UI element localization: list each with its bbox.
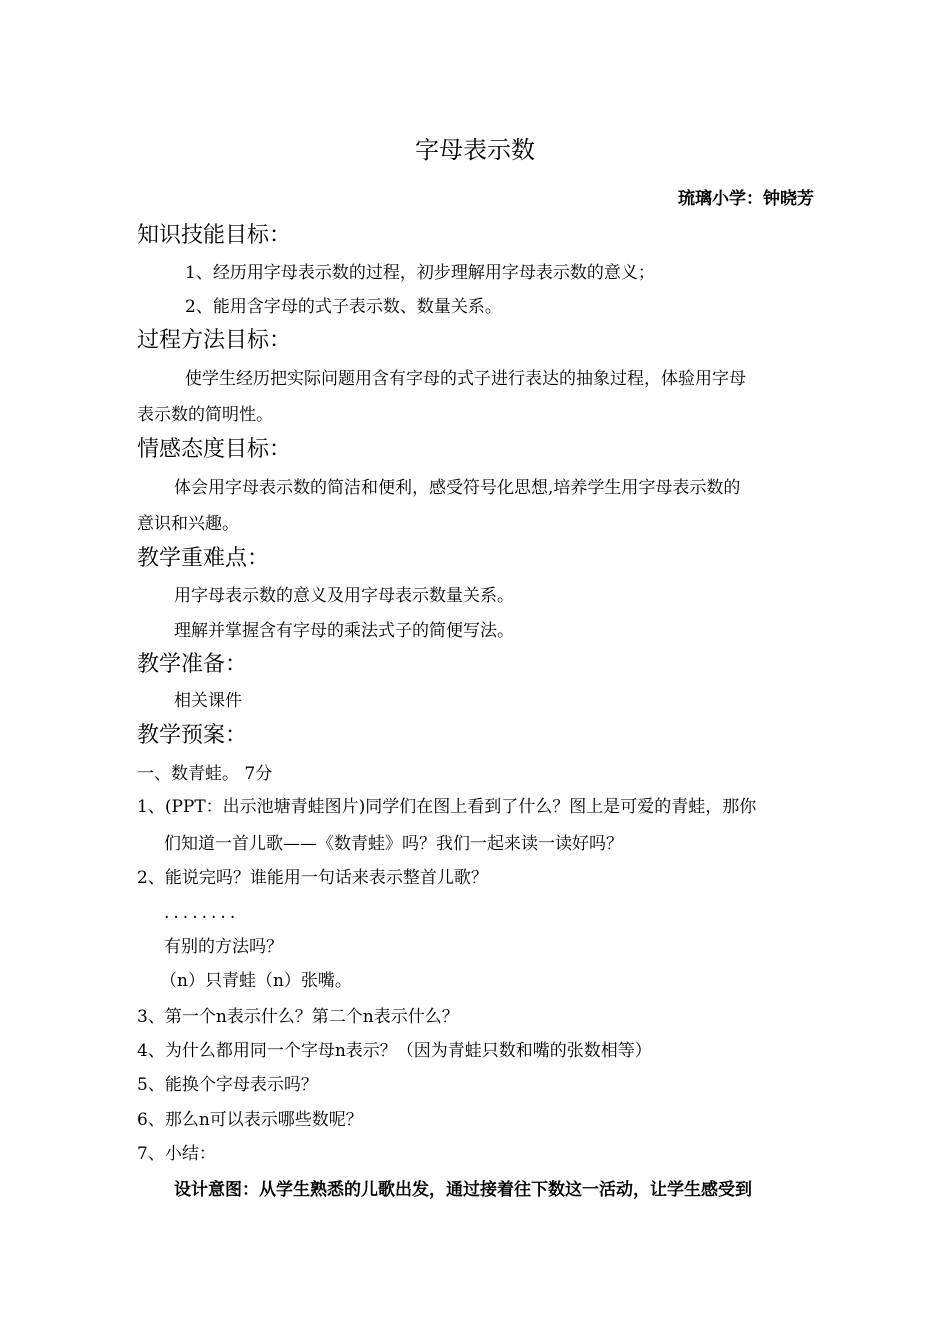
prep-line-1: 相关课件 bbox=[174, 691, 242, 711]
emotion-line-1: 体会用字母表示数的简洁和便利，感受符号化思想,培养学生用字母表示数的 bbox=[174, 478, 741, 498]
plan-step-7: 7、小结： bbox=[137, 1144, 216, 1164]
plan-step-1a: 1、(PPT：出示池塘青蛙图片)同学们在图上看到了什么？图上是可爱的青蛙，那你 bbox=[137, 797, 757, 817]
process-line-1: 使学生经历把实际问题用含有字母的式子进行表达的抽象过程，体验用字母 bbox=[185, 369, 746, 389]
heading-prep: 教学准备： bbox=[137, 652, 248, 677]
plan-step-4: 4、为什么都用同一个字母n表示？（因为青蛙只数和嘴的张数相等） bbox=[137, 1041, 652, 1061]
knowledge-item-2: 2、能用含字母的式子表示数、数量关系。 bbox=[185, 297, 502, 317]
process-line-2: 表示数的简明性。 bbox=[137, 405, 273, 425]
heading-knowledge: 知识技能目标： bbox=[137, 223, 292, 248]
plan-step-2: 2、能说完吗？谁能用一句话来表示整首儿歌？ bbox=[137, 868, 488, 888]
keypoint-line-1: 用字母表示数的意义及用字母表示数量关系。 bbox=[174, 586, 514, 606]
design-intent: 设计意图：从学生熟悉的儿歌出发，通过接着往下数这一活动，让学生感受到 bbox=[174, 1180, 752, 1200]
plan-step-1b: 们知道一首儿歌——《数青蛙》吗？我们一起来读一读好吗？ bbox=[164, 834, 623, 854]
heading-keypoints: 教学重难点： bbox=[137, 546, 270, 571]
plan-alt-method: 有别的方法吗？ bbox=[164, 937, 283, 957]
author-line: 琉璃小学：钟晓芳 bbox=[678, 189, 814, 209]
keypoint-line-2: 理解并掌握含有字母的乘法式子的简便写法。 bbox=[174, 621, 514, 641]
knowledge-item-1: 1、经历用字母表示数的过程，初步理解用字母表示数的意义； bbox=[185, 263, 655, 283]
plan-frog-sentence: （n）只青蛙（n）张嘴。 bbox=[160, 971, 352, 991]
plan-step-5: 5、能换个字母表示吗？ bbox=[137, 1075, 318, 1095]
heading-process: 过程方法目标： bbox=[137, 328, 292, 353]
plan-part-1: 一、数青蛙。 7分 bbox=[137, 764, 273, 784]
emotion-line-2: 意识和兴趣。 bbox=[137, 514, 239, 534]
heading-emotion: 情感态度目标： bbox=[137, 437, 292, 462]
plan-step-3: 3、第一个n表示什么？第二个n表示什么？ bbox=[137, 1007, 459, 1027]
plan-step-6: 6、那么n可以表示哪些数呢？ bbox=[137, 1110, 363, 1130]
page-title: 字母表示数 bbox=[415, 136, 535, 164]
plan-ellipsis: ........ bbox=[164, 903, 240, 923]
heading-plan: 教学预案： bbox=[137, 723, 248, 748]
